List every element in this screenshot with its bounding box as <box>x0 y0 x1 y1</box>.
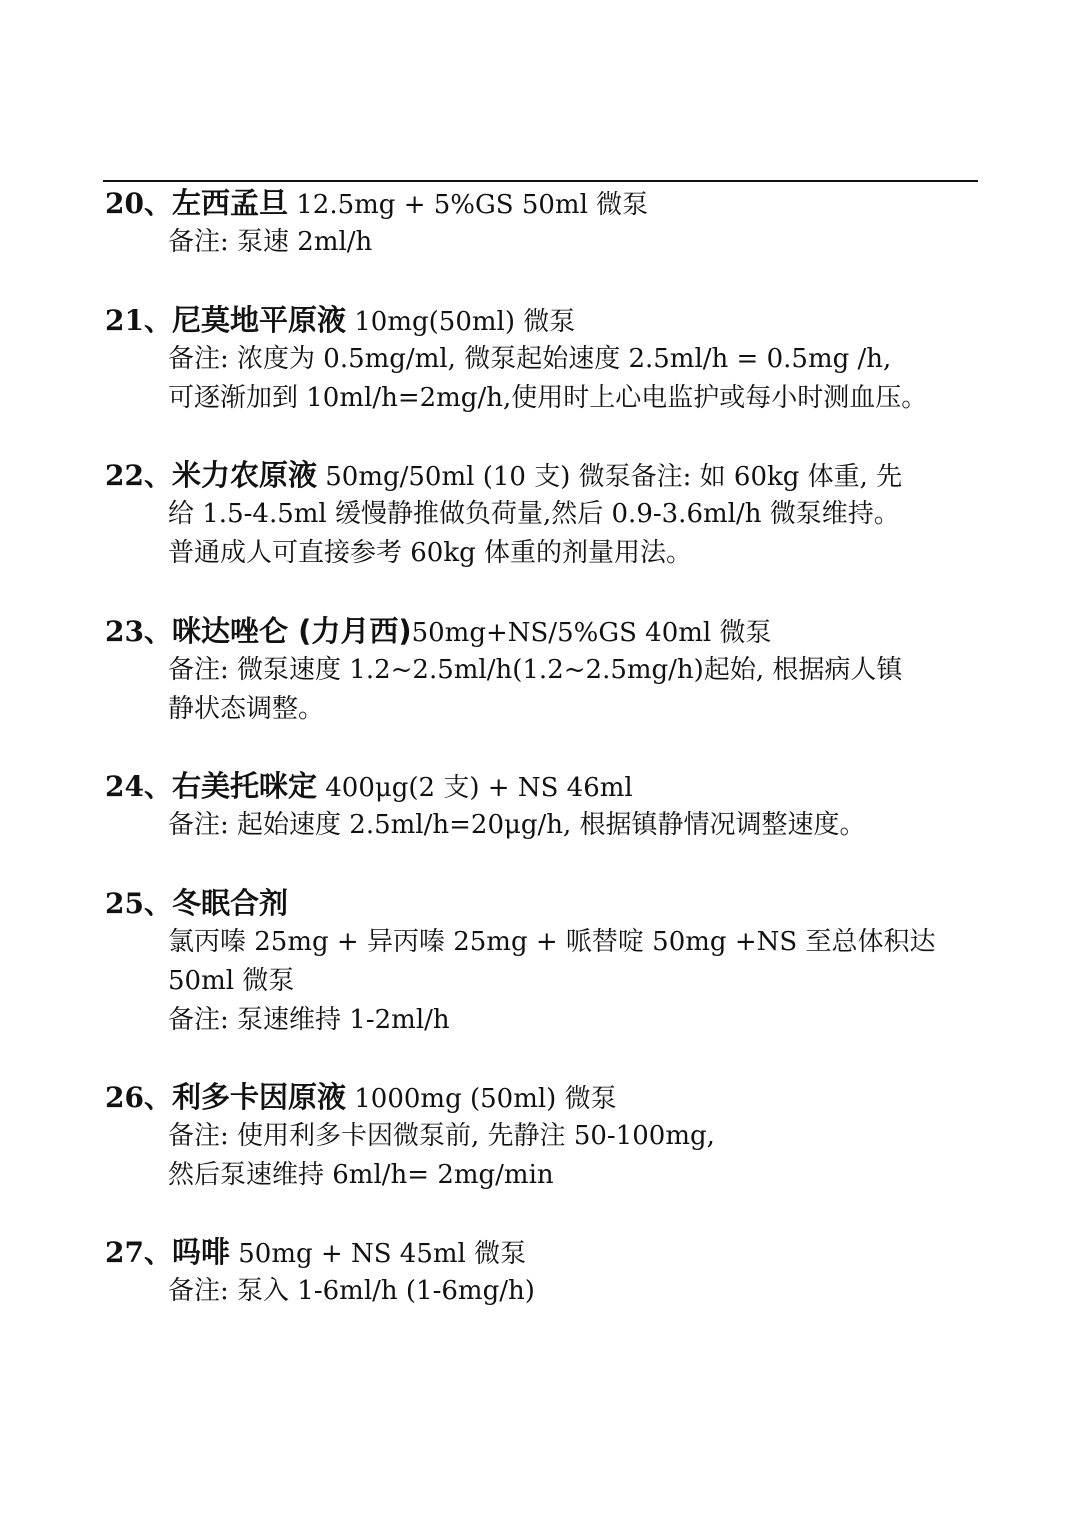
drug-spec: 50mg + NS 45ml 微泵 <box>229 1239 527 1269</box>
drug-name: 左西孟旦 <box>171 186 288 220</box>
entry-heading <box>105 884 1005 923</box>
drug-spec: 400μg(2 支) + NS 46ml <box>316 773 633 803</box>
drug-name: 利多卡因原液 <box>171 1080 346 1114</box>
drug-name: 冬眠合剂 <box>171 886 288 920</box>
entry-note-line: 备注: 泵入 1-6ml/h (1-6mg/h) <box>168 1276 535 1306</box>
entry-note-line: 可逐渐加到 10ml/h=2mg/h,使用时上心电监护或每小时测血压。 <box>168 383 928 413</box>
drug-entry-23 <box>105 612 1005 729</box>
entry-number: 22、 <box>105 459 172 492</box>
entry-heading <box>105 1078 1005 1117</box>
entry-heading <box>105 301 1005 340</box>
entry-number: 27、 <box>105 1236 172 1269</box>
entry-number: 23、 <box>105 615 172 648</box>
drug-entry-21 <box>105 301 1005 418</box>
drug-entry-26 <box>105 1078 1005 1195</box>
entry-note-line: 备注: 微泵速度 1.2~2.5ml/h(1.2~2.5mg/h)起始, 根据病人镇 <box>168 655 903 685</box>
drug-entry-27 <box>105 1233 1005 1311</box>
drug-entry-25 <box>105 884 1005 1040</box>
entry-note-line: 备注: 泵速维持 1-2ml/h <box>168 1005 450 1035</box>
drug-entry-24 <box>105 767 1005 845</box>
entry-note-line: 备注: 浓度为 0.5mg/ml, 微泵起始速度 2.5ml/h = 0.5mg /h, <box>168 344 892 374</box>
top-rule <box>103 180 978 182</box>
drug-spec: 12.5mg + 5%GS 50ml 微泵 <box>287 190 649 220</box>
entry-heading <box>105 612 1005 651</box>
entry-number: 25、 <box>105 887 172 920</box>
entry-heading <box>105 184 1005 223</box>
entry-number: 21、 <box>105 304 172 337</box>
drug-entry-20 <box>105 184 1005 262</box>
entry-note-line: 给 1.5-4.5ml 缓慢静推做负荷量,然后 0.9-3.6ml/h 微泵维持。 <box>168 499 900 529</box>
entry-heading <box>105 456 1005 495</box>
drug-spec: 50mg/50ml (10 支) 微泵备注: 如 60kg 体重, 先 <box>316 462 903 492</box>
drug-name: 吗啡 <box>171 1235 230 1269</box>
entry-note-line: 备注: 泵速 2ml/h <box>168 227 373 257</box>
entry-note-line: 氯丙嗪 25mg + 异丙嗪 25mg + 哌替啶 50mg +NS 至总体积达 <box>168 927 936 957</box>
entry-heading <box>105 767 1005 806</box>
drug-name: 右美托咪定 <box>171 769 317 803</box>
drug-name: 米力农原液 <box>171 458 317 492</box>
drug-spec: 10mg(50ml) 微泵 <box>345 307 576 337</box>
entry-note-line: 普通成人可直接参考 60kg 体重的剂量用法。 <box>168 538 693 568</box>
drug-name: 尼莫地平原液 <box>171 303 346 337</box>
entry-heading <box>105 1233 1005 1272</box>
drug-entry-22 <box>105 456 1005 573</box>
entry-note-line: 50ml 微泵 <box>168 966 295 996</box>
entry-note-line: 然后泵速维持 6ml/h= 2mg/min <box>168 1160 554 1190</box>
drug-name: 咪达唑仑 (力月西) <box>171 614 412 648</box>
entry-note-line: 备注: 使用利多卡因微泵前, 先静注 50-100mg, <box>168 1121 715 1151</box>
drug-spec: 1000mg (50ml) 微泵 <box>345 1084 617 1114</box>
entry-note-line: 静状态调整。 <box>168 694 325 724</box>
entry-number: 24、 <box>105 770 172 803</box>
drug-spec: 50mg+NS/5%GS 40ml 微泵 <box>411 618 772 648</box>
entry-number: 20、 <box>105 187 172 220</box>
entry-number: 26、 <box>105 1081 172 1114</box>
entry-note-line: 备注: 起始速度 2.5ml/h=20μg/h, 根据镇静情况调整速度。 <box>168 810 866 840</box>
